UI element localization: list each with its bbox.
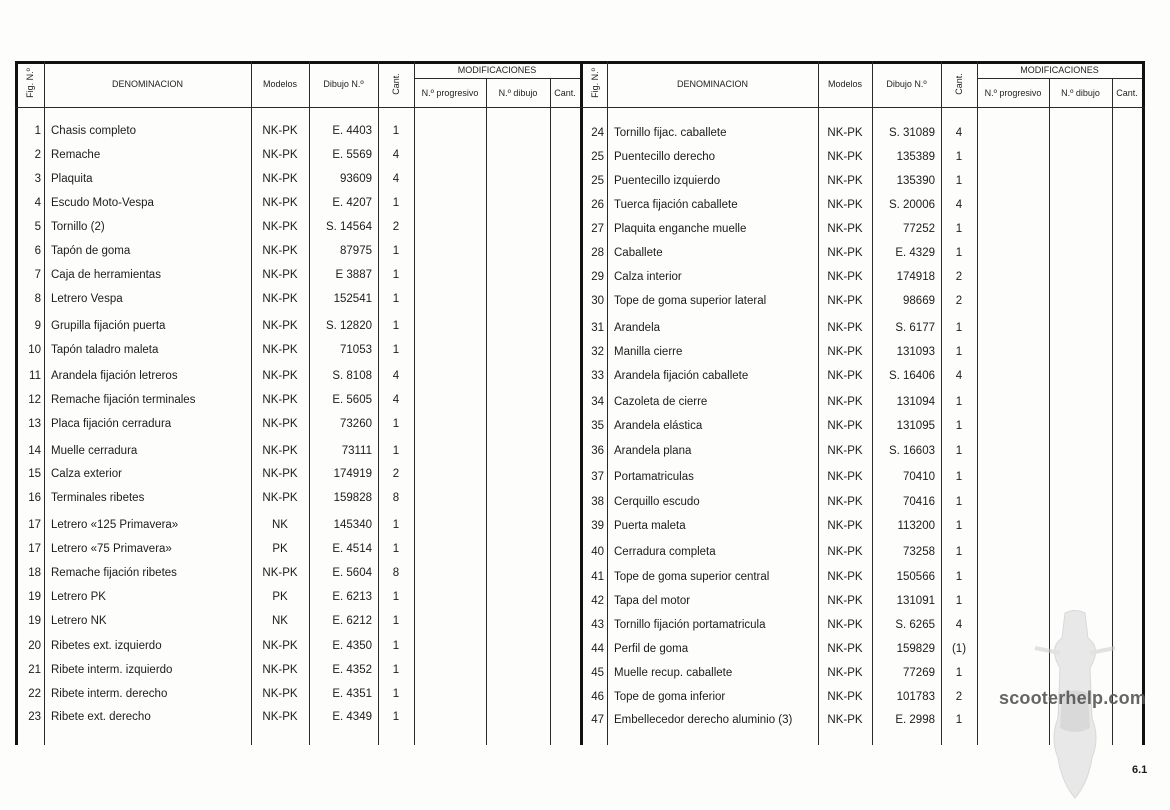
model: NK-PK xyxy=(262,320,298,332)
fig-number: 11 xyxy=(29,370,41,382)
quantity: 1 xyxy=(955,471,963,483)
part-name: Chasis completo xyxy=(51,125,137,137)
model: NK-PK xyxy=(827,471,863,483)
quantity: (1) xyxy=(951,643,967,655)
drawing-number: 131095 xyxy=(896,420,935,432)
header-fig: Fig. N.º xyxy=(25,68,35,98)
fig-number: 33 xyxy=(591,370,604,382)
model: NK-PK xyxy=(827,496,863,508)
quantity: 1 xyxy=(955,595,963,607)
drawing-number: 101783 xyxy=(896,691,935,703)
header-bottom-border xyxy=(583,107,1145,108)
fig-number: 19 xyxy=(28,591,41,603)
part-name: Remache xyxy=(51,149,101,161)
quantity: 8 xyxy=(392,567,400,579)
part-name: Plaquita enganche muelle xyxy=(614,223,747,235)
drawing-number: E. 4349 xyxy=(332,711,372,723)
quantity: 1 xyxy=(392,688,400,700)
quantity: 1 xyxy=(955,223,963,235)
quantity: 1 xyxy=(392,615,400,627)
quantity: 1 xyxy=(392,640,400,652)
quantity: 1 xyxy=(392,344,400,356)
drawing-number: 131093 xyxy=(896,346,935,358)
part-name: Arandela plana xyxy=(614,445,692,457)
fig-number: 9 xyxy=(34,320,41,332)
fig-number: 4 xyxy=(34,197,41,209)
part-name: Perfil de goma xyxy=(614,643,689,655)
part-name: Cazoleta de cierre xyxy=(614,396,708,408)
drawing-number: E. 5605 xyxy=(332,394,372,406)
part-name: Plaquita xyxy=(51,173,93,185)
model: NK-PK xyxy=(262,370,298,382)
quantity: 1 xyxy=(392,418,400,430)
quantity: 2 xyxy=(955,271,963,283)
header-bottom-border xyxy=(15,107,583,108)
table-top-border xyxy=(583,61,1145,64)
drawing-number: S. 6177 xyxy=(895,322,935,334)
model: NK-PK xyxy=(827,199,863,211)
column-divider xyxy=(414,61,415,745)
drawing-number: 135390 xyxy=(896,175,935,187)
fig-number: 36 xyxy=(591,445,604,457)
quantity: 4 xyxy=(392,394,400,406)
fig-number: 8 xyxy=(34,293,41,305)
header-dibujo: Dibujo N.º xyxy=(886,79,927,89)
model: NK-PK xyxy=(262,221,298,233)
column-divider xyxy=(977,61,978,745)
drawing-number: 77269 xyxy=(903,667,935,679)
part-name: Portamatriculas xyxy=(614,471,694,483)
drawing-number: 159828 xyxy=(333,492,372,504)
part-name: Letrero PK xyxy=(51,591,106,603)
quantity: 2 xyxy=(392,468,400,480)
drawing-number: 87975 xyxy=(340,245,372,257)
header-modelos: Modelos xyxy=(262,79,298,89)
part-name: Tope de goma inferior xyxy=(614,691,726,703)
quantity: 2 xyxy=(955,691,963,703)
model: NK-PK xyxy=(827,643,863,655)
quantity: 4 xyxy=(955,127,963,139)
drawing-number: 174919 xyxy=(333,468,372,480)
header-denominacion: DENOMINACION xyxy=(111,79,183,89)
part-name: Arandela fijación caballete xyxy=(614,370,749,382)
model: NK-PK xyxy=(827,667,863,679)
model: NK-PK xyxy=(262,418,298,430)
quantity: 1 xyxy=(392,125,400,137)
quantity: 8 xyxy=(392,492,400,504)
drawing-number: S. 16406 xyxy=(888,370,935,382)
fig-number: 18 xyxy=(28,567,41,579)
fig-number: 38 xyxy=(591,496,604,508)
quantity: 1 xyxy=(955,175,963,187)
model: NK-PK xyxy=(827,322,863,334)
part-name: Caja de herramientas xyxy=(51,269,161,281)
page-number: 6.1 xyxy=(1132,764,1148,776)
quantity: 4 xyxy=(392,173,400,185)
quantity: 4 xyxy=(955,370,963,382)
fig-number: 34 xyxy=(591,396,604,408)
model: PK xyxy=(272,543,288,555)
fig-number: 12 xyxy=(28,394,41,406)
header-modificaciones: MODIFICACIONES xyxy=(457,65,537,75)
fig-number: 6 xyxy=(34,245,41,257)
part-name: Letrero NK xyxy=(51,615,107,627)
part-name: Grupilla fijación puerta xyxy=(51,320,166,332)
quantity: 2 xyxy=(955,295,963,307)
fig-number: 45 xyxy=(591,667,604,679)
part-name: Tapón de goma xyxy=(51,245,131,257)
drawing-number: 73258 xyxy=(903,546,935,558)
fig-number: 39 xyxy=(591,520,604,532)
model: NK xyxy=(272,615,288,627)
model: NK-PK xyxy=(262,344,298,356)
part-name: Terminales ribetes xyxy=(51,492,145,504)
quantity: 1 xyxy=(392,664,400,676)
table-top-border xyxy=(15,61,583,64)
fig-number: 41 xyxy=(591,571,604,583)
fig-number: 24 xyxy=(591,127,604,139)
model: NK-PK xyxy=(827,546,863,558)
model: NK-PK xyxy=(827,520,863,532)
header-cant: Cant. xyxy=(391,73,401,95)
part-name: Escudo Moto-Vespa xyxy=(51,197,154,209)
quantity: 4 xyxy=(392,149,400,161)
fig-number: 5 xyxy=(34,221,41,233)
model: NK-PK xyxy=(827,247,863,259)
part-name: Calza interior xyxy=(614,271,682,283)
drawing-number: E. 4207 xyxy=(332,197,372,209)
fig-number: 17 xyxy=(28,519,41,531)
fig-number: 46 xyxy=(591,691,604,703)
model: NK-PK xyxy=(827,295,863,307)
column-divider xyxy=(1142,61,1145,745)
header-progresivo: N.º progresivo xyxy=(984,88,1042,98)
drawing-number: S. 6265 xyxy=(895,619,935,631)
fig-number: 17 xyxy=(28,543,41,555)
fig-number: 14 xyxy=(28,445,41,457)
quantity: 1 xyxy=(392,245,400,257)
drawing-number: E. 4514 xyxy=(332,543,372,555)
drawing-number: S. 16603 xyxy=(888,445,935,457)
model: NK-PK xyxy=(262,269,298,281)
part-name: Ribete ext. derecho xyxy=(51,711,151,723)
part-name: Cerradura completa xyxy=(614,546,716,558)
model: NK-PK xyxy=(827,396,863,408)
part-name: Ribetes ext. izquierdo xyxy=(51,640,162,652)
model: NK-PK xyxy=(262,394,298,406)
header-progresivo: N.º progresivo xyxy=(421,88,479,98)
drawing-number: E. 4329 xyxy=(895,247,935,259)
drawing-number: S. 31089 xyxy=(888,127,935,139)
header-n-dibujo: N.º dibujo xyxy=(498,88,538,98)
quantity: 4 xyxy=(392,370,400,382)
model: NK-PK xyxy=(262,468,298,480)
drawing-number: 150566 xyxy=(896,571,935,583)
drawing-number: 174918 xyxy=(896,271,935,283)
model: NK-PK xyxy=(262,640,298,652)
drawing-number: S. 14564 xyxy=(325,221,372,233)
quantity: 1 xyxy=(955,346,963,358)
fig-number: 44 xyxy=(591,643,604,655)
header-denominacion: DENOMINACION xyxy=(676,79,748,89)
quantity: 1 xyxy=(392,269,400,281)
header-mod-cant: Cant. xyxy=(554,88,576,98)
part-name: Embellecedor derecho aluminio (3) xyxy=(614,714,793,726)
part-name: Cerquillo escudo xyxy=(614,496,700,508)
model: NK-PK xyxy=(827,445,863,457)
part-name: Ribete interm. izquierdo xyxy=(51,664,173,676)
quantity: 1 xyxy=(955,420,963,432)
fig-number: 7 xyxy=(34,269,41,281)
drawing-number: 113200 xyxy=(897,520,935,532)
header-modelos: Modelos xyxy=(827,79,863,89)
quantity: 1 xyxy=(955,546,963,558)
fig-number: 1 xyxy=(34,125,41,137)
header-modificaciones: MODIFICACIONES xyxy=(1020,65,1099,75)
fig-number: 16 xyxy=(28,492,41,504)
part-name: Ribete interm. derecho xyxy=(51,688,168,700)
header-divider xyxy=(414,78,580,79)
quantity: 1 xyxy=(955,714,963,726)
part-name: Remache fijación ribetes xyxy=(51,567,177,579)
model: NK-PK xyxy=(262,688,298,700)
quantity: 1 xyxy=(955,667,963,679)
parts-table-left xyxy=(15,61,583,745)
drawing-number: 98669 xyxy=(903,295,935,307)
header-divider xyxy=(977,78,1142,79)
part-name: Puentecillo izquierdo xyxy=(614,175,721,187)
part-name: Arandela elástica xyxy=(614,420,703,432)
drawing-number: E. 6213 xyxy=(332,591,372,603)
model: NK xyxy=(272,519,288,531)
drawing-number: 73111 xyxy=(341,445,372,457)
quantity: 2 xyxy=(392,221,400,233)
model: NK-PK xyxy=(827,370,863,382)
drawing-number: 73260 xyxy=(340,418,372,430)
fig-number: 30 xyxy=(591,295,604,307)
model: NK-PK xyxy=(262,245,298,257)
drawing-number: E 3887 xyxy=(335,269,372,281)
drawing-number: E. 4352 xyxy=(332,664,372,676)
part-name: Placa fijación cerradura xyxy=(51,418,172,430)
model: NK-PK xyxy=(827,175,863,187)
column-divider xyxy=(550,78,551,745)
part-name: Tuerca fijación caballete xyxy=(614,199,738,211)
drawing-number: 93609 xyxy=(340,173,372,185)
fig-number: 23 xyxy=(28,711,41,723)
part-name: Caballete xyxy=(614,247,663,259)
quantity: 1 xyxy=(955,445,963,457)
model: NK-PK xyxy=(262,197,298,209)
fig-number: 2 xyxy=(34,149,41,161)
model: NK-PK xyxy=(827,346,863,358)
drawing-number: 131091 xyxy=(896,595,935,607)
drawing-number: 77252 xyxy=(903,223,935,235)
fig-number: 13 xyxy=(28,418,41,430)
part-name: Tapón taladro maleta xyxy=(51,344,159,356)
fig-number: 42 xyxy=(591,595,604,607)
model: NK-PK xyxy=(262,293,298,305)
model: NK-PK xyxy=(262,567,298,579)
header-cant: Cant. xyxy=(954,73,964,95)
fig-number: 37 xyxy=(591,471,604,483)
quantity: 1 xyxy=(392,591,400,603)
model: NK-PK xyxy=(262,492,298,504)
quantity: 1 xyxy=(392,293,400,305)
fig-number: 26 xyxy=(591,199,604,211)
model: NK-PK xyxy=(827,691,863,703)
drawing-number: E. 2998 xyxy=(895,714,935,726)
model: NK-PK xyxy=(262,445,298,457)
fig-number: 15 xyxy=(28,468,41,480)
drawing-number: 145340 xyxy=(333,519,372,531)
quantity: 1 xyxy=(392,320,400,332)
drawing-number: E. 5604 xyxy=(332,567,372,579)
fig-number: 28 xyxy=(591,247,604,259)
column-divider xyxy=(486,78,487,745)
part-name: Muelle recup. caballete xyxy=(614,667,733,679)
drawing-number: E. 4351 xyxy=(332,688,372,700)
quantity: 1 xyxy=(955,151,963,163)
drawing-number: S. 20006 xyxy=(888,199,935,211)
part-name: Puerta maleta xyxy=(614,520,686,532)
fig-number: 27 xyxy=(591,223,604,235)
model: NK-PK xyxy=(827,151,863,163)
quantity: 1 xyxy=(392,445,400,457)
model: NK-PK xyxy=(827,571,863,583)
drawing-number: E. 6212 xyxy=(332,615,372,627)
drawing-number: 135389 xyxy=(896,151,935,163)
part-name: Letrero «125 Primavera» xyxy=(51,519,179,531)
quantity: 1 xyxy=(955,496,963,508)
column-divider xyxy=(44,61,45,745)
model: NK-PK xyxy=(262,125,298,137)
fig-number: 35 xyxy=(591,420,604,432)
part-name: Arandela xyxy=(614,322,661,334)
part-name: Muelle cerradura xyxy=(51,445,138,457)
fig-number: 22 xyxy=(28,688,41,700)
column-divider xyxy=(607,61,608,745)
model: NK-PK xyxy=(262,711,298,723)
part-name: Tornillo fijación portamatricula xyxy=(614,619,766,631)
part-name: Arandela fijación letreros xyxy=(51,370,178,382)
quantity: 1 xyxy=(955,520,963,532)
drawing-number: S. 12820 xyxy=(325,320,372,332)
part-name: Calza exterior xyxy=(51,468,122,480)
quantity: 1 xyxy=(955,247,963,259)
quantity: 1 xyxy=(392,519,400,531)
model: NK-PK xyxy=(827,714,863,726)
model: NK-PK xyxy=(827,271,863,283)
fig-number: 29 xyxy=(591,271,604,283)
part-name: Letrero Vespa xyxy=(51,293,123,305)
watermark-text: scooterhelp.com xyxy=(999,688,1147,708)
drawing-number: E. 5569 xyxy=(332,149,372,161)
header-fig: Fig. N.º xyxy=(590,68,600,98)
drawing-number: E. 4350 xyxy=(332,640,372,652)
drawing-number: E. 4403 xyxy=(332,125,372,137)
model: NK-PK xyxy=(827,619,863,631)
model: NK-PK xyxy=(827,127,863,139)
drawing-number: 152541 xyxy=(333,293,372,305)
part-name: Manilla cierre xyxy=(614,346,683,358)
quantity: 4 xyxy=(955,199,963,211)
fig-number: 21 xyxy=(28,664,41,676)
part-name: Tope de goma superior central xyxy=(614,571,770,583)
fig-number: 10 xyxy=(28,344,41,356)
model: NK-PK xyxy=(827,420,863,432)
drawing-number: 71053 xyxy=(340,344,372,356)
quantity: 1 xyxy=(392,197,400,209)
model: NK-PK xyxy=(827,595,863,607)
quantity: 1 xyxy=(955,571,963,583)
header-mod-cant: Cant. xyxy=(1116,88,1138,98)
header-n-dibujo: N.º dibujo xyxy=(1061,88,1100,98)
part-name: Remache fijación terminales xyxy=(51,394,196,406)
model: NK-PK xyxy=(827,223,863,235)
part-name: Tornillo (2) xyxy=(51,221,105,233)
model: NK-PK xyxy=(262,173,298,185)
model: PK xyxy=(272,591,288,603)
part-name: Letrero «75 Primavera» xyxy=(51,543,172,555)
quantity: 1 xyxy=(955,396,963,408)
fig-number: 25 xyxy=(591,151,604,163)
quantity: 1 xyxy=(955,322,963,334)
drawing-number: 131094 xyxy=(896,396,935,408)
fig-number: 40 xyxy=(591,546,604,558)
part-name: Tapa del motor xyxy=(614,595,691,607)
drawing-number: S. 8108 xyxy=(332,370,372,382)
quantity: 1 xyxy=(392,711,400,723)
header-dibujo: Dibujo N.º xyxy=(323,79,364,89)
fig-number: 25 xyxy=(591,175,604,187)
quantity: 4 xyxy=(955,619,963,631)
fig-number: 32 xyxy=(591,346,604,358)
part-name: Tope de goma superior lateral xyxy=(614,295,767,307)
fig-number: 20 xyxy=(28,640,41,652)
fig-number: 47 xyxy=(591,714,604,726)
fig-number: 43 xyxy=(591,619,604,631)
fig-number: 19 xyxy=(28,615,41,627)
fig-number: 31 xyxy=(591,322,604,334)
part-name: Puentecillo derecho xyxy=(614,151,716,163)
model: NK-PK xyxy=(262,664,298,676)
drawing-number: 159829 xyxy=(896,643,935,655)
part-name: Tornillo fijac. caballete xyxy=(614,127,727,139)
fig-number: 3 xyxy=(34,173,41,185)
drawing-number: 70416 xyxy=(903,496,935,508)
quantity: 1 xyxy=(392,543,400,555)
model: NK-PK xyxy=(262,149,298,161)
drawing-number: 70410 xyxy=(903,471,935,483)
